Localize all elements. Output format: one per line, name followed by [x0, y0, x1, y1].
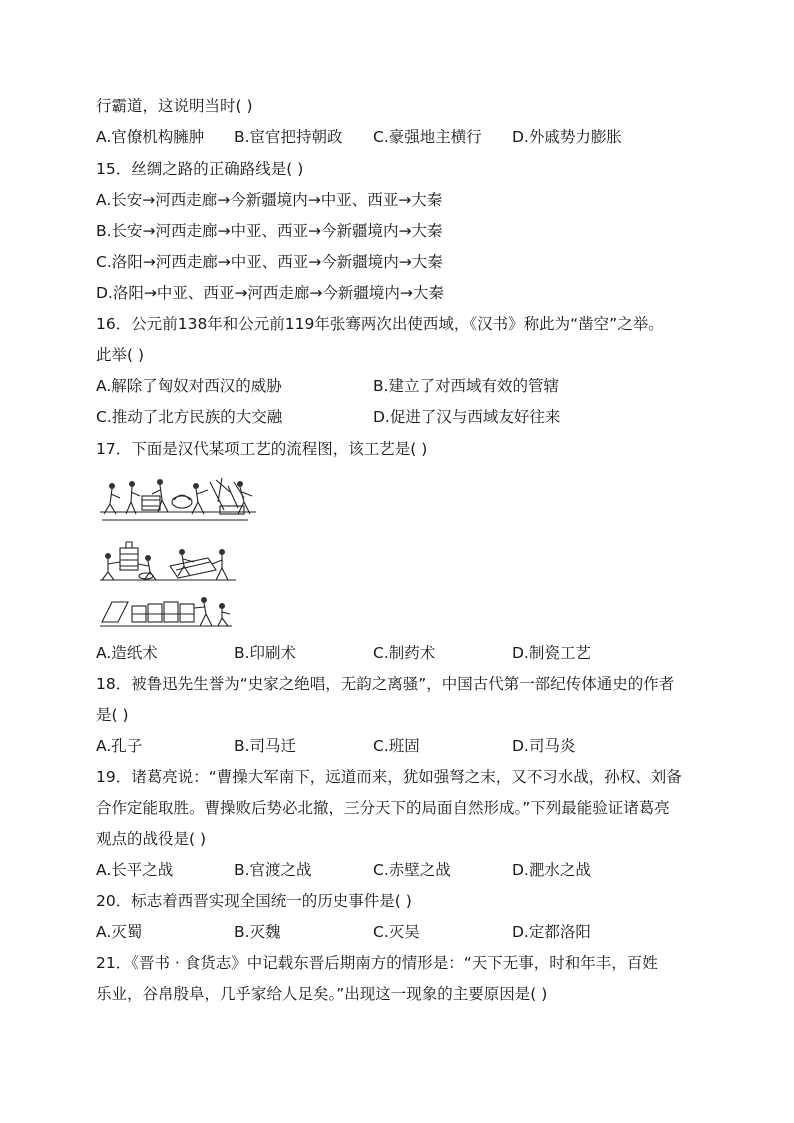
- q20-option-a: A.灭蜀: [96, 923, 143, 941]
- q16-option-a: A.解除了匈奴对西汉的威胁: [96, 377, 282, 395]
- q15-option-b: B.长安→河西走廊→中亚、西亚→今新疆境内→大秦: [96, 222, 443, 240]
- q16-option-b: B.建立了对西域有效的管辖: [373, 377, 560, 395]
- q18-option-b: B.司马迁: [234, 737, 297, 755]
- q20-stem: 20．标志着西晋实现全国统一的历史事件是( ): [96, 892, 412, 910]
- q18-option-c: C.班固: [373, 737, 420, 755]
- q15-option-a: A.长安→河西走廊→今新疆境内→中亚、西亚→大秦: [96, 191, 443, 209]
- q20-option-c: C.灭吴: [373, 923, 420, 941]
- q19-stem-line2: 合作定能取胜。曹操败后势必北撤，三分天下的局面自然形成。”下列最能验证诸葛亮: [96, 799, 670, 817]
- q21-stem-line1: 21．《晋书 · 食货志》中记载东晋后期南方的情形是：“天下无事，时和年丰，百姓: [96, 954, 658, 972]
- q16-option-d: D.促进了汉与西域友好往来: [373, 408, 561, 426]
- q19-option-c: C.赤壁之战: [373, 861, 451, 879]
- papermaking-step3-illustration: [98, 592, 234, 630]
- q14-option-c: C.豪强地主横行: [373, 128, 482, 146]
- q14-option-d: D.外戚势力膨胀: [512, 128, 622, 146]
- q18-stem-line2: 是( ): [96, 706, 129, 724]
- q15-option-c: C.洛阳→河西走廊→中亚、西亚→今新疆境内→大秦: [96, 253, 443, 271]
- q19-stem-line3: 观点的战役是( ): [96, 830, 207, 848]
- q15-stem: 15．丝绸之路的正确路线是( ): [96, 160, 304, 178]
- q17-option-d: D.制瓷工艺: [512, 644, 591, 662]
- papermaking-step1-illustration: [98, 472, 258, 524]
- q20-option-b: B.灭魏: [234, 923, 281, 941]
- q17-option-b: B.印刷术: [234, 644, 297, 662]
- q19-stem-line1: 19．诸葛亮说：“曹操大军南下，远道而来，犹如强弩之末，又不习水战，孙权、刘备: [96, 768, 682, 786]
- q16-stem-line2: 此举( ): [96, 346, 145, 364]
- papermaking-step2-illustration: [98, 540, 238, 584]
- q19-option-b: B.官渡之战: [234, 861, 312, 879]
- q14-option-b: B.宦官把持朝政: [234, 128, 343, 146]
- q20-option-d: D.定都洛阳: [512, 923, 591, 941]
- q16-option-c: C.推动了北方民族的大交融: [96, 408, 283, 426]
- q18-stem-line1: 18．被鲁迅先生誉为“史家之绝唱，无韵之离骚”，中国古代第一部纪传体通史的作者: [96, 675, 675, 693]
- q17-stem: 17．下面是汉代某项工艺的流程图，该工艺是( ): [96, 440, 428, 458]
- q15-option-d: D.洛阳→中亚、西亚→河西走廊→今新疆境内→大秦: [96, 284, 444, 302]
- q17-option-a: A.造纸术: [96, 644, 158, 662]
- q16-stem-line1: 16．公元前138年和公元前119年张骞两次出使西域，《汉书》称此为“凿空”之举。: [96, 315, 664, 333]
- q18-option-d: D.司马炎: [512, 737, 576, 755]
- q18-option-a: A.孔子: [96, 737, 143, 755]
- q21-stem-line2: 乐业，谷帛殷阜，几乎家给人足矣。”出现这一现象的主要原因是( ): [96, 985, 548, 1003]
- q14-stem-continuation: 行霸道，这说明当时( ): [96, 97, 253, 115]
- q19-option-a: A.长平之战: [96, 861, 174, 879]
- q19-option-d: D.淝水之战: [512, 861, 591, 879]
- q14-option-a: A.官僚机构臃肿: [96, 128, 205, 146]
- q17-option-c: C.制药术: [373, 644, 436, 662]
